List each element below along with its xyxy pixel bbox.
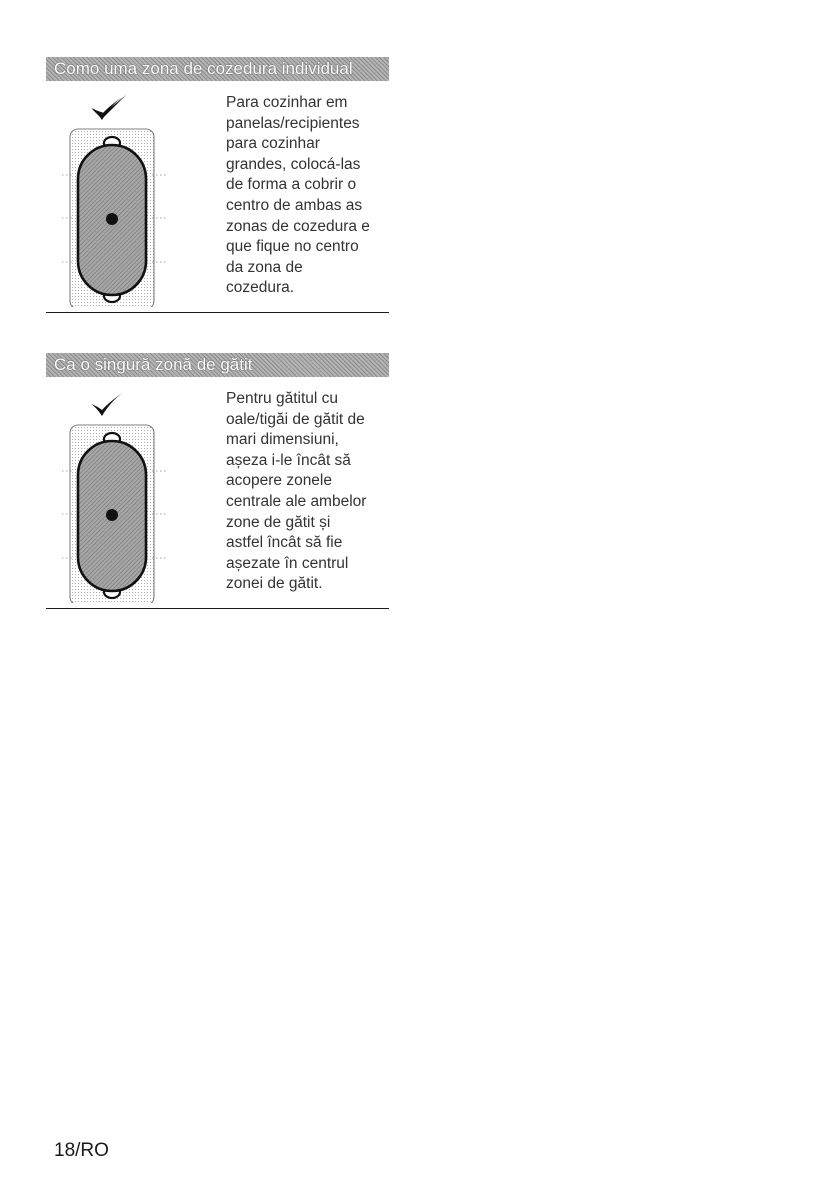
section-description: Pentru gătitul cu oale/tigăi de gătit de mari dimensiuni, așeza i-le încât să acopere zonele centrale ale ambelor zone de gătit și astfel încât să fie așezate în centrul zonei de gătit. (226, 390, 367, 593)
section-description: Para cozinhar em panelas/recipientes para cozinhar grandes, colocá-las de forma a cobrir o centro de ambas as zonas de cozedura e que fique no centro da zona de cozedura. (226, 94, 370, 297)
bridge-zone-figure (62, 85, 192, 307)
page-number: 18/RO (54, 1140, 109, 1161)
section-divider (46, 312, 389, 313)
center-dot (106, 509, 118, 521)
bridge-zone-figure (62, 381, 192, 603)
checkmark-icon (91, 389, 128, 416)
section-divider (46, 608, 389, 609)
section-body (46, 81, 389, 307)
section-heading-bar (46, 353, 389, 377)
section-heading-bar (46, 57, 389, 81)
center-dot (106, 213, 118, 225)
checkmark-icon (92, 95, 126, 119)
section-body (46, 377, 389, 603)
section-heading: Ca o singură zonă de gătit (54, 355, 253, 374)
section-heading: Como uma zona de cozedura individual (54, 59, 353, 78)
bridge-zone-oval-pan-icon (62, 381, 192, 603)
section-single-zone-ro (46, 353, 389, 609)
bridge-zone-oval-pan-icon (62, 85, 192, 307)
section-single-zone-pt (46, 57, 389, 313)
